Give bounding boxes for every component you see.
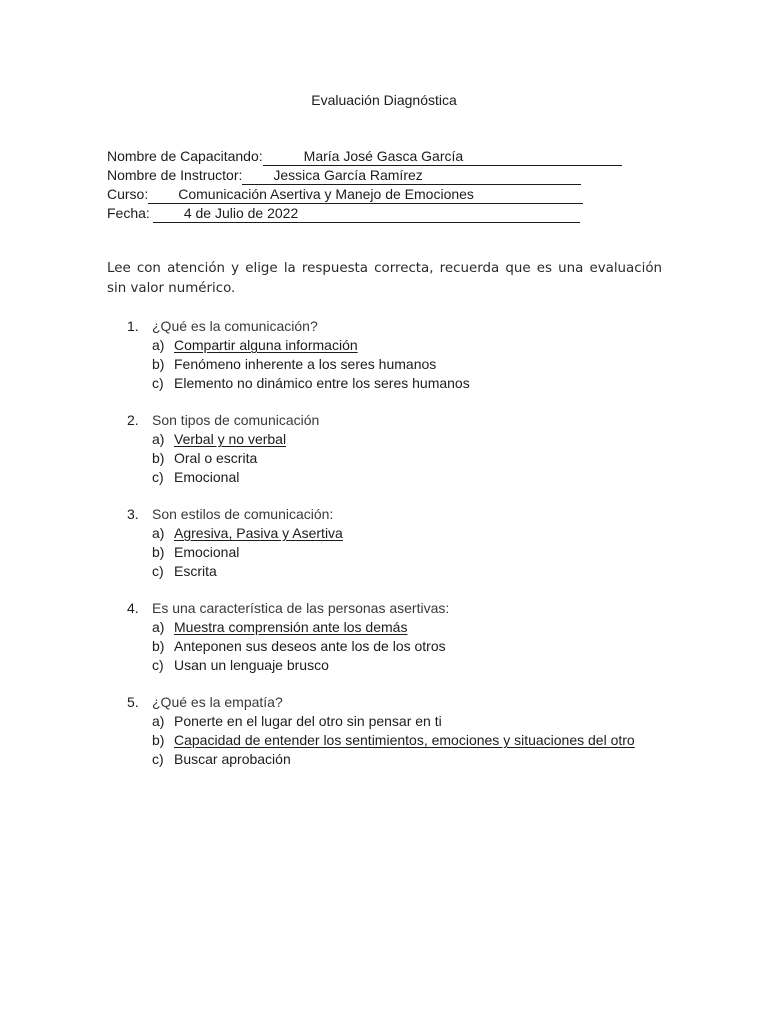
field-label: Curso: bbox=[107, 186, 149, 202]
answer-option bbox=[127, 468, 687, 487]
option-text: Emocional bbox=[174, 544, 240, 560]
field-value-line bbox=[263, 148, 622, 166]
field-curso bbox=[107, 185, 587, 204]
field-value-line bbox=[242, 167, 581, 185]
option-letter: b) bbox=[152, 544, 165, 560]
answer-option bbox=[127, 656, 687, 675]
field-value: 4 de Julio de 2022 bbox=[183, 205, 299, 221]
option-text: Usan un lenguaje brusco bbox=[174, 657, 329, 673]
answer-option bbox=[127, 543, 687, 562]
answer-option bbox=[127, 712, 687, 731]
option-letter: a) bbox=[152, 337, 165, 353]
question-list bbox=[127, 317, 687, 787]
field-label: Nombre de Capacitando: bbox=[107, 148, 263, 164]
answer-option bbox=[127, 618, 687, 637]
option-letter: b) bbox=[152, 732, 165, 748]
option-text-correct: Capacidad de entender los sentimientos, emociones y situaciones del otro bbox=[174, 732, 635, 748]
question-item bbox=[127, 411, 687, 487]
field-label: Fecha: bbox=[107, 205, 150, 221]
field-label: Nombre de Instructor: bbox=[107, 167, 243, 183]
option-text-correct: Verbal y no verbal bbox=[174, 431, 287, 447]
field-value: María José Gasca García bbox=[303, 148, 464, 164]
answer-option bbox=[127, 562, 687, 581]
field-value-line bbox=[148, 186, 583, 204]
option-text: Anteponen sus deseos ante los de los otros bbox=[174, 638, 446, 654]
option-letter: c) bbox=[152, 375, 164, 391]
option-text: Fenómeno inherente a los seres humanos bbox=[174, 356, 437, 372]
document-title: Evaluación Diagnóstica bbox=[311, 92, 457, 108]
option-text: Emocional bbox=[174, 469, 240, 485]
option-text: Escrita bbox=[174, 563, 217, 579]
option-text: Ponerte en el lugar del otro sin pensar en ti bbox=[174, 713, 442, 729]
answer-option bbox=[127, 336, 687, 355]
option-letter: a) bbox=[152, 713, 165, 729]
field-instructor bbox=[107, 166, 587, 185]
option-text-correct: Muestra comprensión ante los demás bbox=[174, 619, 408, 635]
option-letter: c) bbox=[152, 657, 164, 673]
question-text: Son estilos de comunicación: bbox=[152, 506, 334, 522]
answer-option bbox=[127, 637, 687, 656]
answer-option bbox=[127, 750, 687, 769]
info-fields bbox=[107, 147, 587, 223]
question-item bbox=[127, 317, 687, 393]
instructions-text: Lee con atención y elige la respuesta correcta, recuerda que es una evaluación sin valor numérico. bbox=[107, 261, 662, 296]
question-item bbox=[127, 599, 687, 675]
option-letter: c) bbox=[152, 469, 164, 485]
answer-option bbox=[127, 374, 687, 393]
option-letter: c) bbox=[152, 751, 164, 767]
option-letter: a) bbox=[152, 431, 165, 447]
question-number: 4. bbox=[127, 600, 139, 616]
option-text: Oral o escrita bbox=[174, 450, 258, 466]
answer-option bbox=[127, 524, 687, 543]
option-letter: b) bbox=[152, 356, 165, 372]
field-fecha bbox=[107, 204, 587, 223]
option-letter: a) bbox=[152, 619, 165, 635]
option-text: Buscar aprobación bbox=[174, 751, 291, 767]
option-letter: a) bbox=[152, 525, 165, 541]
field-value: Comunicación Asertiva y Manejo de Emociones bbox=[178, 186, 474, 202]
question-item bbox=[127, 693, 687, 769]
answer-option bbox=[127, 731, 687, 750]
field-value-line bbox=[153, 205, 580, 223]
question-text: Son tipos de comunicación bbox=[152, 412, 320, 428]
option-letter: b) bbox=[152, 450, 165, 466]
option-letter: c) bbox=[152, 563, 164, 579]
option-text: Elemento no dinámico entre los seres humanos bbox=[174, 375, 470, 391]
question-text: ¿Qué es la empatía? bbox=[152, 694, 283, 710]
question-number: 1. bbox=[127, 318, 139, 334]
question-number: 3. bbox=[127, 506, 139, 522]
question-item bbox=[127, 505, 687, 581]
answer-option bbox=[127, 355, 687, 374]
question-number: 2. bbox=[127, 412, 139, 428]
answer-option bbox=[127, 449, 687, 468]
field-value: Jessica García Ramírez bbox=[273, 167, 423, 183]
option-letter: b) bbox=[152, 638, 165, 654]
option-text-correct: Compartir alguna información bbox=[174, 337, 358, 353]
question-number: 5. bbox=[127, 694, 139, 710]
field-capacitando bbox=[107, 147, 587, 166]
question-text: ¿Qué es la comunicación? bbox=[152, 318, 318, 334]
question-text: Es una característica de las personas asertivas: bbox=[152, 600, 450, 616]
option-text-correct: Agresiva, Pasiva y Asertiva bbox=[174, 525, 343, 541]
answer-option bbox=[127, 430, 687, 449]
